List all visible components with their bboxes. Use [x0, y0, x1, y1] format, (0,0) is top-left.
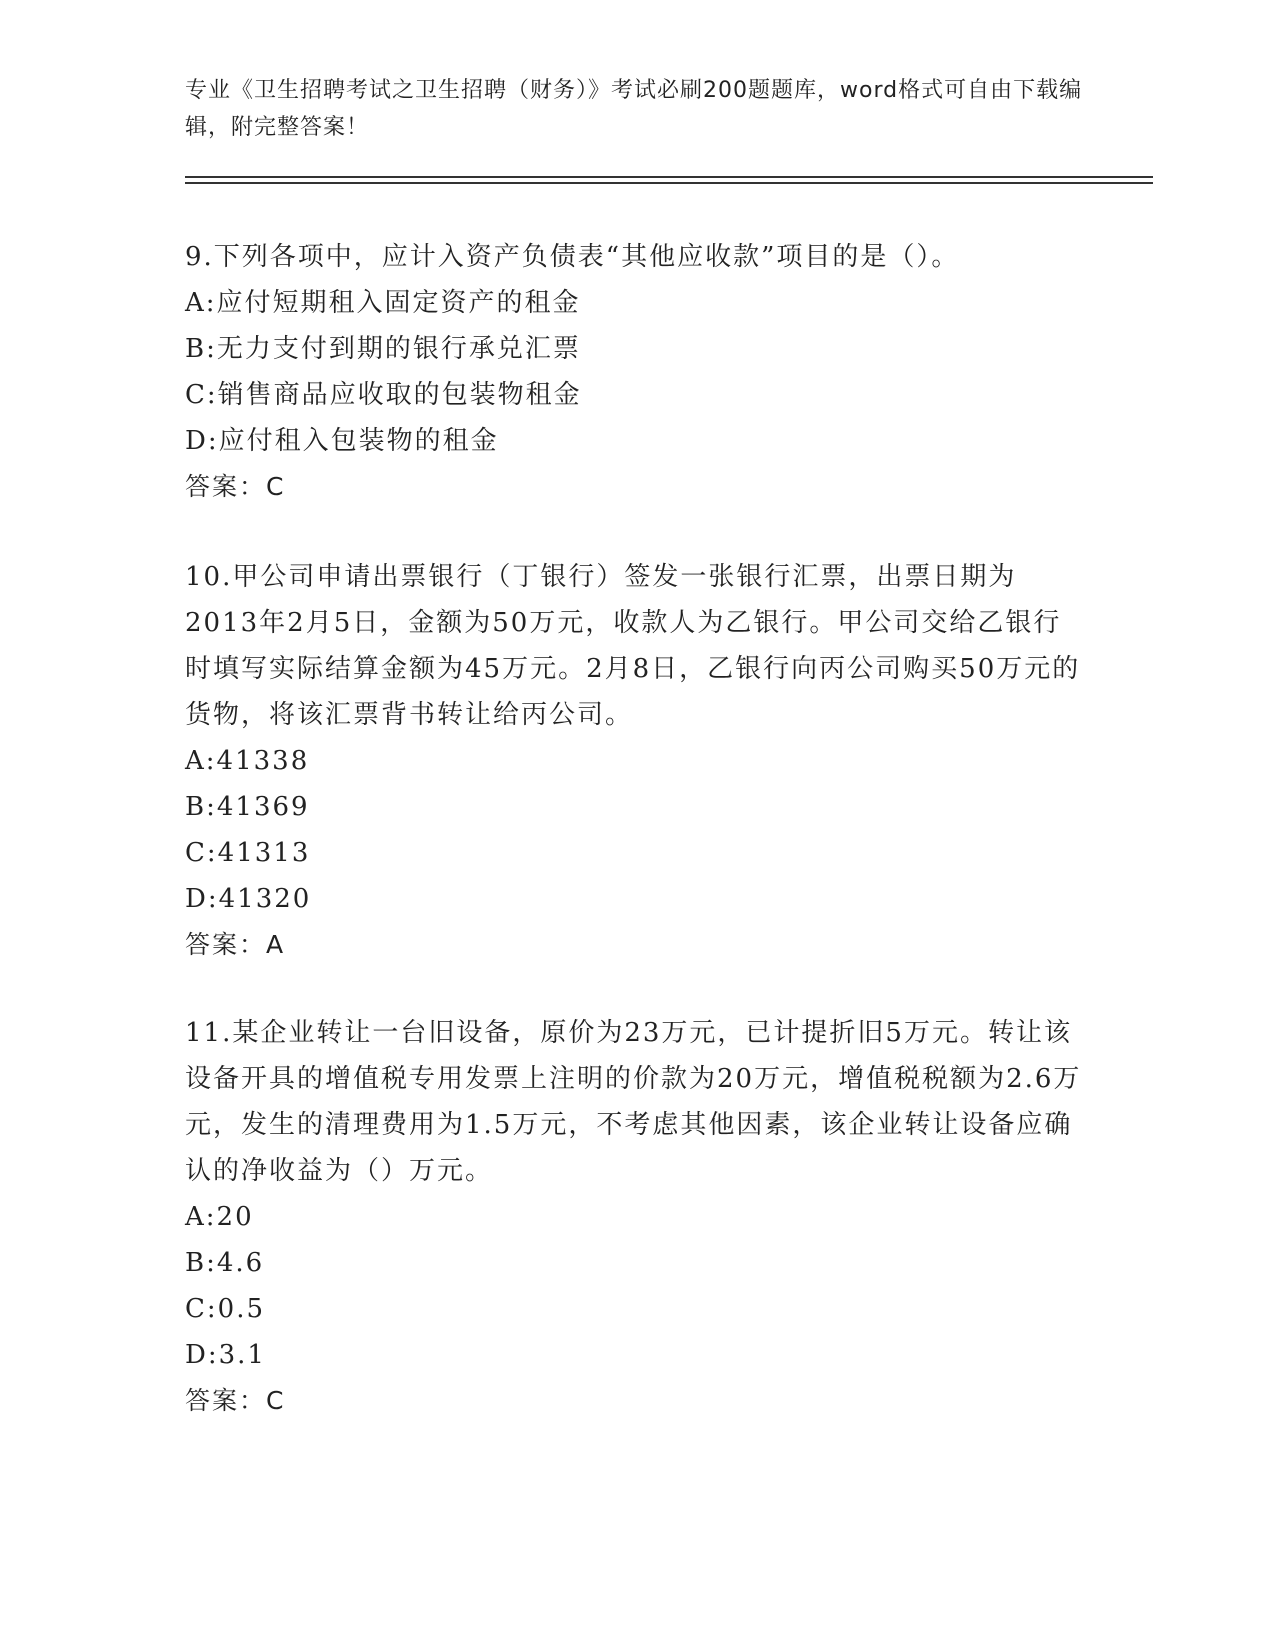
option-b: B:无力支付到期的银行承兑汇票 — [185, 334, 581, 364]
answer-label: 答案：C — [185, 1386, 286, 1415]
option-a: A:41338 — [185, 746, 310, 776]
option-b: B:4.6 — [185, 1248, 265, 1278]
question-9 — [185, 234, 1085, 510]
option-b: B:41369 — [185, 792, 310, 822]
option-d: D:应付租入包装物的租金 — [185, 426, 499, 456]
option-c: C:41313 — [185, 838, 311, 868]
answer-label: 答案：C — [185, 472, 286, 501]
header-divider-top — [185, 176, 1153, 178]
option-c: C:0.5 — [185, 1294, 266, 1324]
answer-label: 答案：A — [185, 930, 286, 959]
header-divider-bottom — [185, 182, 1153, 184]
question-stem: 10.甲公司申请出票银行（丁银行）签发一张银行汇票，出票日期为2013年2月5日，金额为50万元，收款人为乙银行。甲公司交给乙银行时填写实际结算金额为45万元。2月8日，乙银行向丙公司购买50万元的货物，将该汇票背书转让给丙公司。 — [185, 562, 1081, 730]
question-10 — [185, 554, 1085, 968]
question-11 — [185, 1010, 1085, 1424]
option-c: C:销售商品应收取的包装物租金 — [185, 380, 582, 410]
question-stem: 11.某企业转让一台旧设备，原价为23万元，已计提折旧5万元。转让该设备开具的增值税专用发票上注明的价款为20万元，增值税税额为2.6万元，发生的清理费用为1.5万元，不考虑其他因素，该企业转让设备应确认的净收益为（）万元。 — [185, 1018, 1082, 1186]
option-d: D:3.1 — [185, 1340, 266, 1370]
option-a: A:应付短期租入固定资产的租金 — [185, 288, 581, 318]
option-d: D:41320 — [185, 884, 312, 914]
document-header: 专业《卫生招聘考试之卫生招聘（财务）》考试必刷200题题库，word格式可自由下载编辑，附完整答案！ — [185, 78, 1083, 140]
question-stem: 9.下列各项中，应计入资产负债表“其他应收款”项目的是（）。 — [185, 242, 960, 272]
option-a: A:20 — [185, 1202, 254, 1232]
